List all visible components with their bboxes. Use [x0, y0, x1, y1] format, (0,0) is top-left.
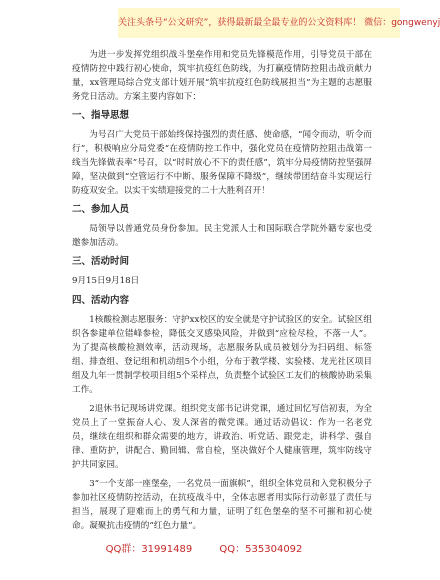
activity-date: 9月15日9月18日	[72, 276, 140, 286]
content-item-3: 3“一个支部一座堡垒，一名党员一面旗帜”，组织全体党员和入党积极分子参加社区疫情防控活动，在抗疫战斗中，全体志愿者用实际行动彰显了责任与担当，展现了迎难而上的勇气和力量，证明了红色堡垒的坚不可摧和初心使命。凝聚抗击疫情的“红色力量”。	[72, 479, 372, 531]
content-item-1: 1核酸检测志愿服务：守护xx校区的安全就是守护试验区的安全。试验区组织各参建单位错峰参检，降低交叉感染风险，并做到“应检尽检，不落一人”。为了提高核酸检测效率，活动现场，志愿服务队成员被划分为扫码组、标签组、排查组、登记组和机动组5个小组，分布于教学楼、实验楼、龙光社区项目组及九年一贯制学校项目组5个采样点，负责整个试验区工友们的核酸协助采集工作。	[72, 315, 372, 395]
footer-qq-group: QQ群：31991489	[105, 544, 193, 555]
section-guiding-thought-text: 为号召广大党员干部始终保持强烈的责任感、使命感，“闻令而动，听令而行”，积极响应分局党委“在疫情防控工作中，强化党员在疫情防控阻击战第一线当先锋做表率”号召，以“时时放心不下的责任感”，筑牢分局疫情防控坚强屏障，坚决做到“空管运行不中断、服务保障不降级”，继续带团结奋斗实现运行防疫双安全。以实干实绩迎接党的二十大胜利召开！	[72, 130, 372, 196]
section-participants-title: 二、参加人员	[72, 204, 130, 215]
footer	[0, 540, 408, 556]
document-body	[72, 48, 372, 538]
intro-paragraph: 为进一步发挥党组织战斗堡垒作用和党员先锋模范作用，引导党员干部在疫情防控中践行初心使命，筑牢抗疫红色防线，为打赢疫情防控阻击战贡献力量，xx管理局综合党支部计划开展“筑牢抗疫红色防线展担当”为主题的志愿服务党日活动。方案主要内容如下：	[72, 50, 372, 102]
section-content-title: 四、活动内容	[72, 295, 130, 306]
header-banner: 关注头条号“公文研究”，获得最新最全最专业的公文资料库！ 微信：gongwenyj	[118, 8, 400, 38]
content-item-2: 2退休书记现场讲党课。组织党支部书记讲党课，通过回忆写信初衷，为全党员上了一堂振奋人心、发人深省的微党课。通过话动倡议：作为一名老党员，继续在组织和群众需要的地方，讲政治、听党话、跟党走，讲科学、强自律、重防护，讲配合、勤回辑、常自检，坚决做好个人健康管理，筑牢防线守护共同家园。	[72, 404, 372, 470]
section-guiding-thought-title: 一、指导思想	[72, 110, 130, 121]
section-time-title: 三、活动时间	[72, 256, 130, 267]
section-participants-text: 局领导以普通党员身份参加。民主党派人士和国际联合学院外籍专家也受邀参加活动。	[72, 224, 372, 248]
footer-qq-number: QQ：535304092	[219, 544, 303, 555]
